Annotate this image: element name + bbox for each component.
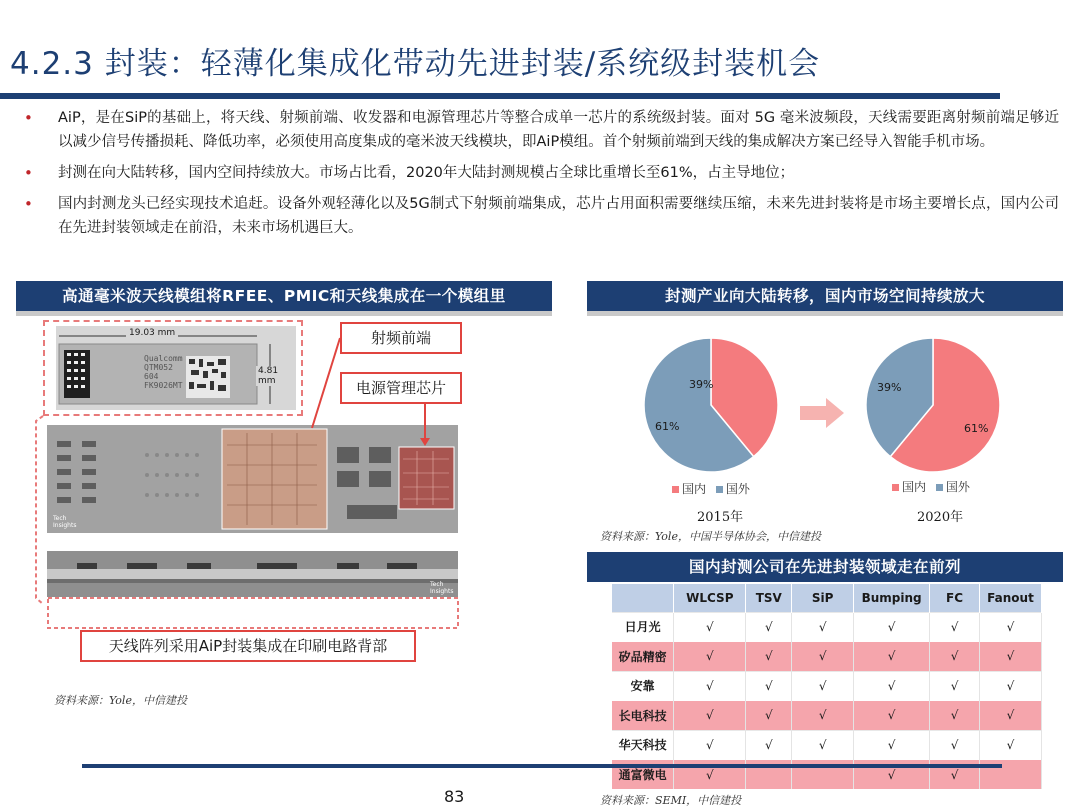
table-cell: √ [792,642,854,672]
table-row [612,701,1042,731]
table-header-row [612,584,1042,612]
table-header-cell: FC [930,584,980,612]
table-cell: √ [930,760,980,790]
legend-foreign-label: 国外 [725,482,750,496]
company-name: 矽品精密 [612,642,674,672]
module-width-dimension: 19.03 mm [126,328,178,338]
techinsights-watermark: Tech Insights [430,581,454,595]
table-header-cell: Bumping [854,584,930,612]
pie-2015-legend [666,480,750,497]
table-row [612,671,1042,701]
page-number: 83 [444,787,465,806]
right-bottom-header: 国内封测公司在先进封装领域走在前列 [587,552,1063,582]
table-cell: √ [746,612,792,642]
table-cell: √ [674,612,746,642]
page-title: 4.2.3 封装：轻薄化集成化带动先进封装/系统级封装机会 [10,46,821,82]
table-cell: √ [674,760,746,790]
rf-frontend-callout: 射频前端 [340,322,462,354]
table-cell: √ [674,730,746,760]
table-cell: √ [930,642,980,672]
table-header-cell [612,584,674,612]
table-cell: √ [746,671,792,701]
module-marking-line: QTM052 [144,363,173,372]
table-header-cell: WLCSP [674,584,746,612]
pie-chart-2020 [862,334,1012,476]
table-cell: √ [792,701,854,731]
right-top-source-note: 资料来源：Yole，中国半导体协会，中信建投 [600,530,821,543]
table-cell: √ [854,730,930,760]
left-panel-header: 高通毫米波天线模组将RFEE、PMIC和天线集成在一个模组里 [16,281,552,311]
table-cell: √ [854,671,930,701]
packaging-capability-table [612,584,1042,789]
bullet-text: 国内封测龙头已经实现技术追赶。设备外观轻薄化以及5G制式下射频前端集成，芯片占用面积需要继续压缩，未来先进封装将是市场主要增长点，国内公司在先进封装领域走在前沿，未来市场机遇巨大。 [58,196,1059,236]
table-row [612,642,1042,672]
company-name: 华天科技 [612,730,674,760]
table-row [612,612,1042,642]
table-cell: √ [792,730,854,760]
legend-foreign-label: 国外 [945,480,970,494]
module-marking-line: Qualcomm [144,354,183,363]
bullet-dot-icon: • [24,195,33,213]
pie-2015-title: 2015年 [697,510,744,525]
legend-domestic-swatch [892,484,899,491]
table-cell: √ [930,730,980,760]
bullet-text: 封测在向大陆转移，国内空间持续放大。市场占比看，2020年大陆封测规模占全球比重增长至61%，占主导地位； [58,165,795,181]
pmic-callout: 电源管理芯片 [340,372,462,404]
company-name: 安靠 [612,671,674,701]
table-cell: √ [792,671,854,701]
table-cell: √ [674,671,746,701]
table-cell: √ [979,642,1041,672]
pie-2020-domestic-label: 61% [964,422,989,435]
table-cell: √ [854,701,930,731]
table-header-cell: Fanout [979,584,1041,612]
legend-domestic-swatch [672,486,679,493]
table-cell: √ [979,730,1041,760]
bullet-text: AiP，是在SiP的基础上，将天线、射频前端、收发器和电源管理芯片等整合成单一芯片的系统级封装。面对 5G 毫米波频段，天线需要距离射频前端足够近以减少信号传播损耗、降低功率，必须使用高度集成的毫米波天线模块，即AiP模组。首个射频前端到天线的集成解决方案已经导入智能手机市场。 [58,110,1059,150]
table-cell: √ [930,701,980,731]
table-header-cell: TSV [746,584,792,612]
bullet-dot-icon: • [24,109,33,127]
pie-2020-foreign-label: 39% [877,381,902,394]
legend-foreign-swatch [936,484,943,491]
module-marking-line: 604 [144,372,159,381]
table-cell: √ [930,612,980,642]
aip-callout: 天线阵列采用AiP封装集成在印刷电路背部 [80,630,416,662]
right-arrow-icon [800,398,846,428]
table-header-cell: SiP [792,584,854,612]
table-cell: √ [792,612,854,642]
pie-chart-2015 [640,334,790,476]
table-cell: √ [746,642,792,672]
table-cell: √ [674,642,746,672]
right-bottom-source-note: 资料来源：SEMI，中信建投 [600,794,742,807]
pie-2020-title: 2020年 [917,510,964,525]
company-name: 长电科技 [612,701,674,731]
legend-domestic-label: 国内 [902,480,927,494]
company-name: 日月光 [612,612,674,642]
table-cell: √ [979,612,1041,642]
pie-2015-foreign-label: 61% [655,420,680,433]
module-height-dimension: 4.81 mm [256,366,296,386]
table-cell: √ [979,671,1041,701]
table-cell: √ [979,701,1041,731]
legend-domestic-label: 国内 [682,482,707,496]
table-cell: √ [930,671,980,701]
right-top-header: 封测产业向大陆转移，国内市场空间持续放大 [587,281,1063,311]
table-cell: √ [854,612,930,642]
left-source-note: 资料来源：Yole，中信建投 [54,694,187,707]
table-cell: √ [746,701,792,731]
table-row [612,730,1042,760]
table-cell: √ [746,730,792,760]
techinsights-watermark: Tech Insights [53,515,77,529]
footer-divider [82,764,1002,768]
module-marking-line: FK9026MT [144,381,183,390]
pie-2015-domestic-label: 39% [689,378,714,391]
table-cell: √ [674,701,746,731]
legend-foreign-swatch [716,486,723,493]
table-cell: √ [854,760,930,790]
company-name: 通富微电 [612,760,674,790]
right-top-header-shadow [587,311,1063,316]
pie-2020-legend [886,478,970,495]
table-cell: √ [854,642,930,672]
bullet-dot-icon: • [24,164,33,182]
